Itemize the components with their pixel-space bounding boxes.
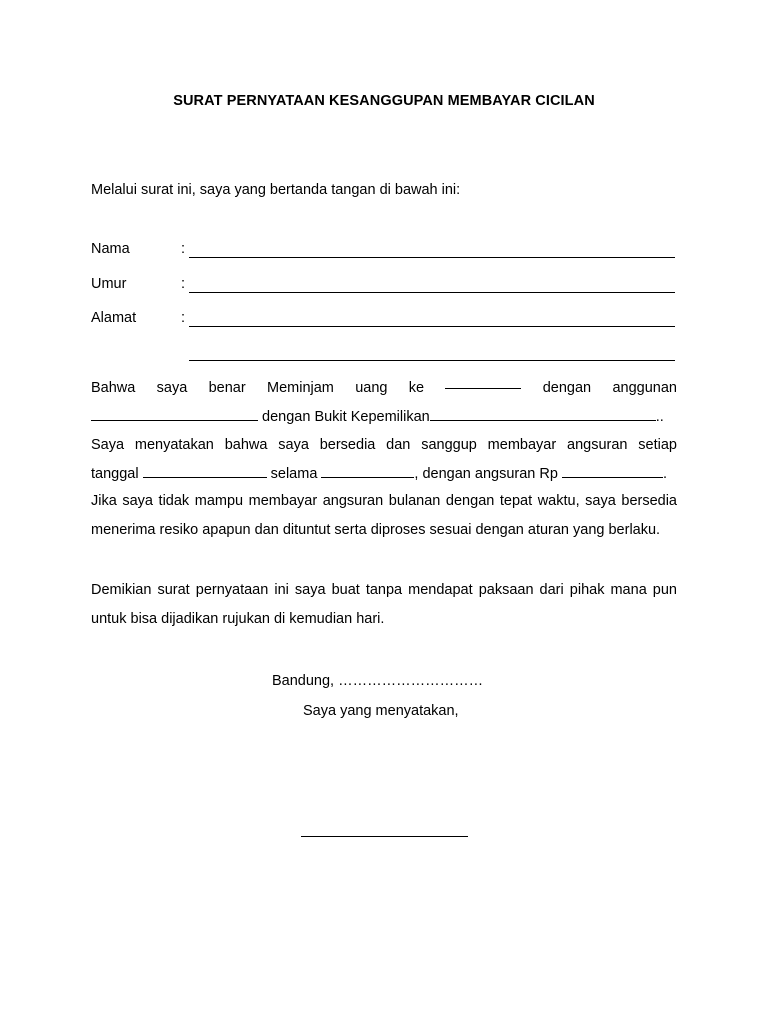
paragraph-consequence: Jika saya tidak mampu membayar angsuran bulanan dengan tepat waktu, saya bersedia menerima resiko apapun dan dituntut serta diproses sesuai dengan aturan yang berlaku. <box>91 493 677 538</box>
field-label-umur: Umur <box>91 276 127 292</box>
paragraph-line <box>91 374 677 403</box>
blank-date[interactable] <box>143 463 267 478</box>
word: uang <box>355 380 388 396</box>
text: . <box>662 465 667 482</box>
field-nama[interactable] <box>91 241 681 261</box>
text: Saya menyatakan bahwa saya bersedia dan sanggup membayar angsuran setiap <box>91 437 677 453</box>
field-colon: : <box>181 241 186 257</box>
field-blank-line[interactable] <box>189 360 675 361</box>
text: dengan Bukit Kepemilikan <box>258 408 430 425</box>
word: Bahwa <box>91 380 136 396</box>
field-label-alamat: Alamat <box>91 310 137 326</box>
word: anggunan <box>612 380 677 396</box>
field-colon: : <box>181 276 186 292</box>
word: saya <box>156 380 188 396</box>
paragraph-line <box>91 431 677 460</box>
paragraph-line <box>91 460 677 489</box>
signature-place-date: Bandung, ………………………… <box>272 673 484 689</box>
blank-duration[interactable] <box>321 463 414 478</box>
signature-line[interactable] <box>301 836 468 837</box>
text: .. <box>655 408 664 425</box>
word: dengan <box>542 380 592 396</box>
blank-loan-recipient[interactable] <box>445 374 521 389</box>
word: ke <box>408 380 425 396</box>
document-title: SURAT PERNYATAAN KESANGGUPAN MEMBAYAR CICILAN <box>173 93 595 109</box>
field-label-nama: Nama <box>91 241 130 257</box>
field-blank-line[interactable] <box>189 326 675 327</box>
paragraph-line <box>91 403 677 432</box>
paragraph-closing: Demikian surat pernyataan ini saya buat tanpa mendapat paksaan dari pihak mana pun untuk bisa dijadikan rujukan di kemudian hari. <box>91 582 677 627</box>
word: benar <box>208 380 246 396</box>
blank-installment-amount[interactable] <box>562 463 663 478</box>
text: tanggal <box>91 465 143 482</box>
field-alamat[interactable] <box>91 310 681 330</box>
field-umur[interactable] <box>91 276 681 296</box>
field-colon: : <box>181 310 186 326</box>
signature-statement: Saya yang menyatakan, <box>303 703 459 719</box>
blank-collateral[interactable] <box>91 406 258 421</box>
field-blank-line[interactable] <box>189 257 675 258</box>
intro-text: Melalui surat ini, saya yang bertanda tangan di bawah ini: <box>91 182 461 198</box>
text: , dengan angsuran Rp <box>414 465 562 482</box>
paragraph-loan-statement <box>91 374 677 488</box>
blank-ownership-proof[interactable] <box>430 406 656 421</box>
word: Meminjam <box>267 380 334 396</box>
field-blank-line[interactable] <box>189 292 675 293</box>
field-alamat-continuation[interactable] <box>91 344 681 364</box>
text: selama <box>266 465 322 482</box>
